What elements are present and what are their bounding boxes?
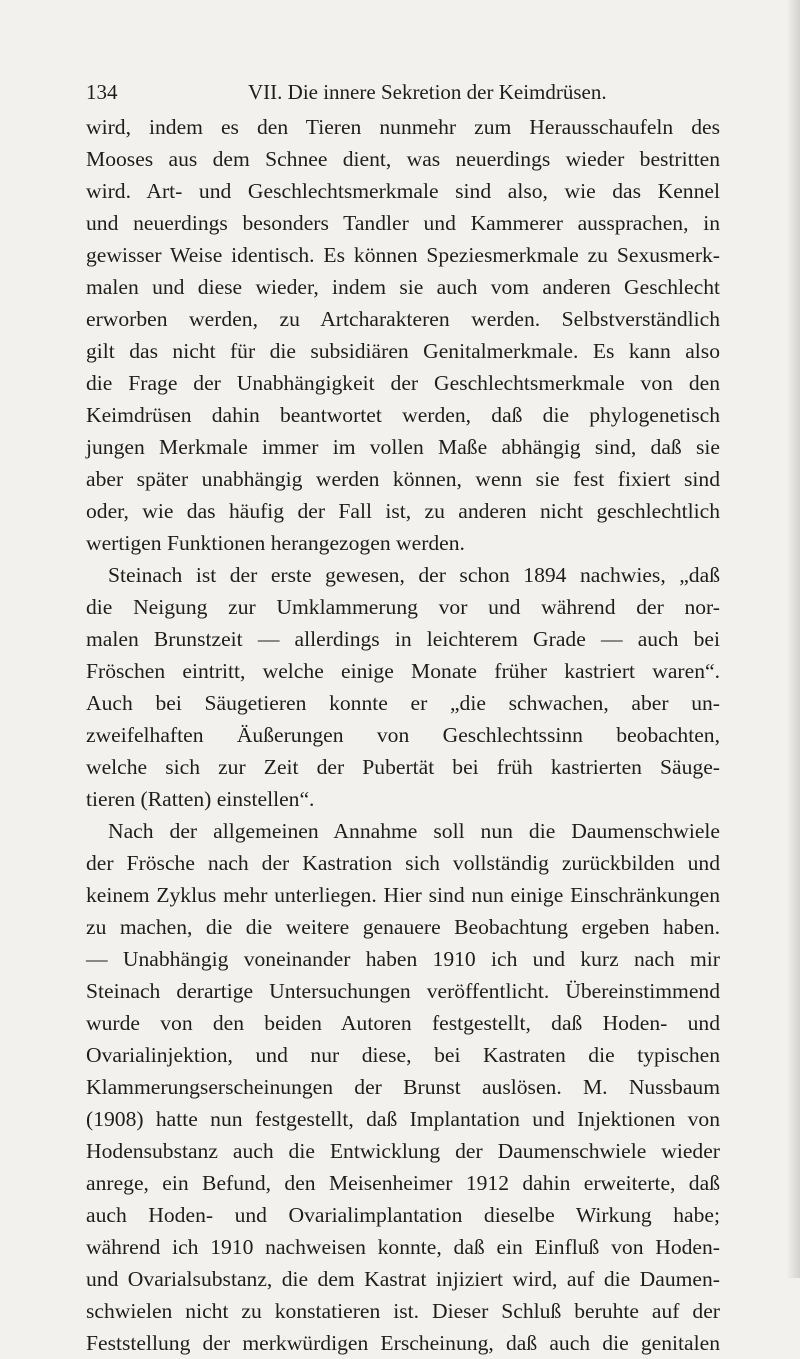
text-line: Ovarialinjektion, und nur diese, bei Kastraten die typischen <box>86 1043 720 1067</box>
text-line: oder, wie das häufig der Fall ist, zu anderen nicht geschlechtlich <box>86 499 720 523</box>
page-number: 134 <box>86 80 118 104</box>
text-line: Steinach derartige Untersuchungen veröffentlicht. Übereinstimmend <box>86 979 720 1003</box>
text-line: malen und diese wieder, indem sie auch vom anderen Geschlecht <box>86 275 720 299</box>
text-line: wird. Art- und Geschlechtsmerkmale sind also, wie das Kennel <box>86 179 720 203</box>
text-line: der Frösche nach der Kastration sich vollständig zurückbilden und <box>86 851 720 875</box>
text-line: Keimdrüsen dahin beantwortet werden, daß die phylogenetisch <box>86 403 720 427</box>
text-line: zweifelhaften Äußerungen von Geschlechtssinn beobachten, <box>86 723 720 747</box>
text-line: Steinach ist der erste gewesen, der schon 1894 nachwies, „daß <box>108 563 720 587</box>
text-line: (1908) hatte nun festgestellt, daß Implantation und Injektionen von <box>86 1107 720 1131</box>
text-line: die Frage der Unabhängigkeit der Geschlechtsmerkmale von den <box>86 371 720 395</box>
page-header <box>86 72 720 112</box>
text-line: keinem Zyklus mehr unterliegen. Hier sind nun einige Einschränkungen <box>86 883 720 907</box>
text-line: zu machen, die die weitere genauere Beobachtung ergeben haben. <box>86 915 720 939</box>
text-line: wird, indem es den Tieren nunmehr zum Herausschaufeln des <box>86 115 720 139</box>
text-line: malen Brunstzeit — allerdings in leichterem Grade — auch bei <box>86 627 720 651</box>
text-line: während ich 1910 nachweisen konnte, daß ein Einfluß von Hoden- <box>86 1235 720 1259</box>
text-line: Feststellung der merkwürdigen Erscheinung, daß auch die genitalen <box>86 1331 720 1355</box>
text-line: Mooses aus dem Schnee dient, was neuerdings wieder bestritten <box>86 147 720 171</box>
text-line: gilt das nicht für die subsidiären Genitalmerkmale. Es kann also <box>86 339 720 363</box>
text-line: und Ovarialsubstanz, die dem Kastrat injiziert wird, auf die Daumen- <box>86 1267 720 1291</box>
text-line: Nach der allgemeinen Annahme soll nun die Daumenschwiele <box>108 819 720 843</box>
text-line: welche sich zur Zeit der Pubertät bei früh kastrierten Säuge- <box>86 755 720 779</box>
text-line: wurde von den beiden Autoren festgestellt, daß Hoden- und <box>86 1011 720 1035</box>
text-line: Auch bei Säugetieren konnte er „die schwachen, aber un- <box>86 691 720 715</box>
text-line: die Neigung zur Umklammerung vor und während der nor- <box>86 595 720 619</box>
text-line: aber später unabhängig werden können, wenn sie fest fixiert sind <box>86 467 720 491</box>
text-line: tieren (Ratten) einstellen“. <box>86 787 315 811</box>
text-line: gewisser Weise identisch. Es können Speziesmerkmale zu Sexusmerk- <box>86 243 720 267</box>
text-line: und neuerdings besonders Tandler und Kammerer aussprachen, in <box>86 211 720 235</box>
text-line: anrege, ein Befund, den Meisenheimer 1912 dahin erweiterte, daß <box>86 1171 720 1195</box>
running-head: VII. Die innere Sekretion der Keimdrüsen. <box>248 80 607 104</box>
text-line: jungen Merkmale immer im vollen Maße abhängig sind, daß sie <box>86 435 720 459</box>
text-line: wertigen Funktionen herangezogen werden. <box>86 531 465 555</box>
page-edge-shadow <box>786 0 800 1278</box>
text-line: erworben werden, zu Artcharakteren werden. Selbstverständlich <box>86 307 720 331</box>
text-line: schwielen nicht zu konstatieren ist. Dieser Schluß beruhte auf der <box>86 1299 720 1323</box>
text-line: Fröschen eintritt, welche einige Monate früher kastriert waren“. <box>86 659 720 683</box>
body-text <box>86 111 720 1359</box>
text-line: Klammerungserscheinungen der Brunst auslösen. M. Nussbaum <box>86 1075 720 1099</box>
text-line: — Unabhängig voneinander haben 1910 ich und kurz nach mir <box>86 947 720 971</box>
text-line: Hodensubstanz auch die Entwicklung der Daumenschwiele wieder <box>86 1139 720 1163</box>
text-line: auch Hoden- und Ovarialimplantation dieselbe Wirkung habe; <box>86 1203 720 1227</box>
